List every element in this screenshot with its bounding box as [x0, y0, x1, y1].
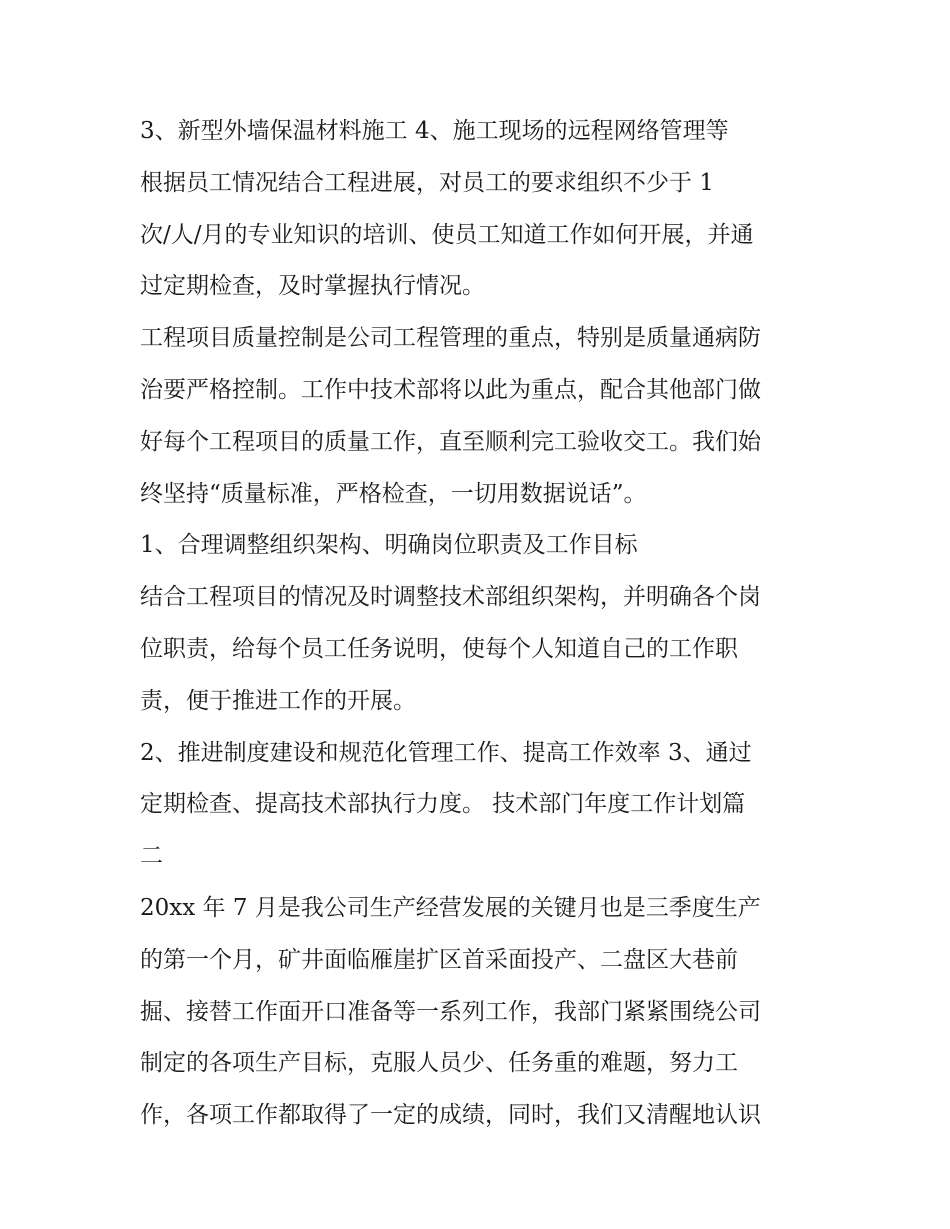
- text-line: 二: [140, 843, 163, 870]
- text-line: 根据员工情况结合工程进展，对员工的要求组织不少于 1: [140, 169, 714, 196]
- text-line: 责，便于推进工作的开展。: [140, 687, 416, 714]
- text-line: 3、新型外墙保温材料施工 4、施工现场的远程网络管理等: [140, 118, 729, 144]
- text-line: 20xx 年 7 月是我公司生产经营发展的关键月也是三季度生产: [140, 894, 761, 921]
- text-line: 次/人/月的专业知识的培训、使员工知道工作如何开展，并通: [140, 221, 754, 248]
- text-line: 过定期检查，及时掌握执行情况。: [140, 273, 485, 300]
- text-line: 2、推进制度建设和规范化管理工作、提高工作效率 3、通过: [140, 739, 752, 766]
- text-line: 定期检查、提高技术部执行力度。 技术部门年度工作计划篇: [140, 791, 746, 818]
- text-line: 制定的各项生产目标，克服人员少、任务重的难题，努力工: [140, 1050, 738, 1077]
- text-line: 终坚持“质量标准，严格检查，一切用数据说话”。: [140, 480, 647, 507]
- text-line: 结合工程项目的情况及时调整技术部组织架构，并明确各个岗: [140, 584, 761, 611]
- text-line: 1、合理调整组织架构、明确岗位职责及工作目标: [140, 532, 638, 559]
- text-line: 工程项目质量控制是公司工程管理的重点，特别是质量通病防: [140, 325, 761, 352]
- text-line: 的第一个月，矿井面临雁崖扩区首采面投产、二盘区大巷前: [140, 946, 738, 973]
- text-line: 位职责，给每个员工任务说明，使每个人知道自己的工作职: [140, 635, 738, 662]
- text-line: 掘、接替工作面开口准备等一系列工作，我部门紧紧围绕公司: [140, 998, 761, 1025]
- text-line: 作，各项工作都取得了一定的成绩，同时，我们又清醒地认识: [140, 1102, 761, 1129]
- document-body: [140, 106, 820, 1142]
- text-line: 好每个工程项目的质量工作，直至顺利完工验收交工。我们始: [140, 428, 761, 455]
- text-line: 治要严格控制。工作中技术部将以此为重点，配合其他部门做: [140, 376, 761, 403]
